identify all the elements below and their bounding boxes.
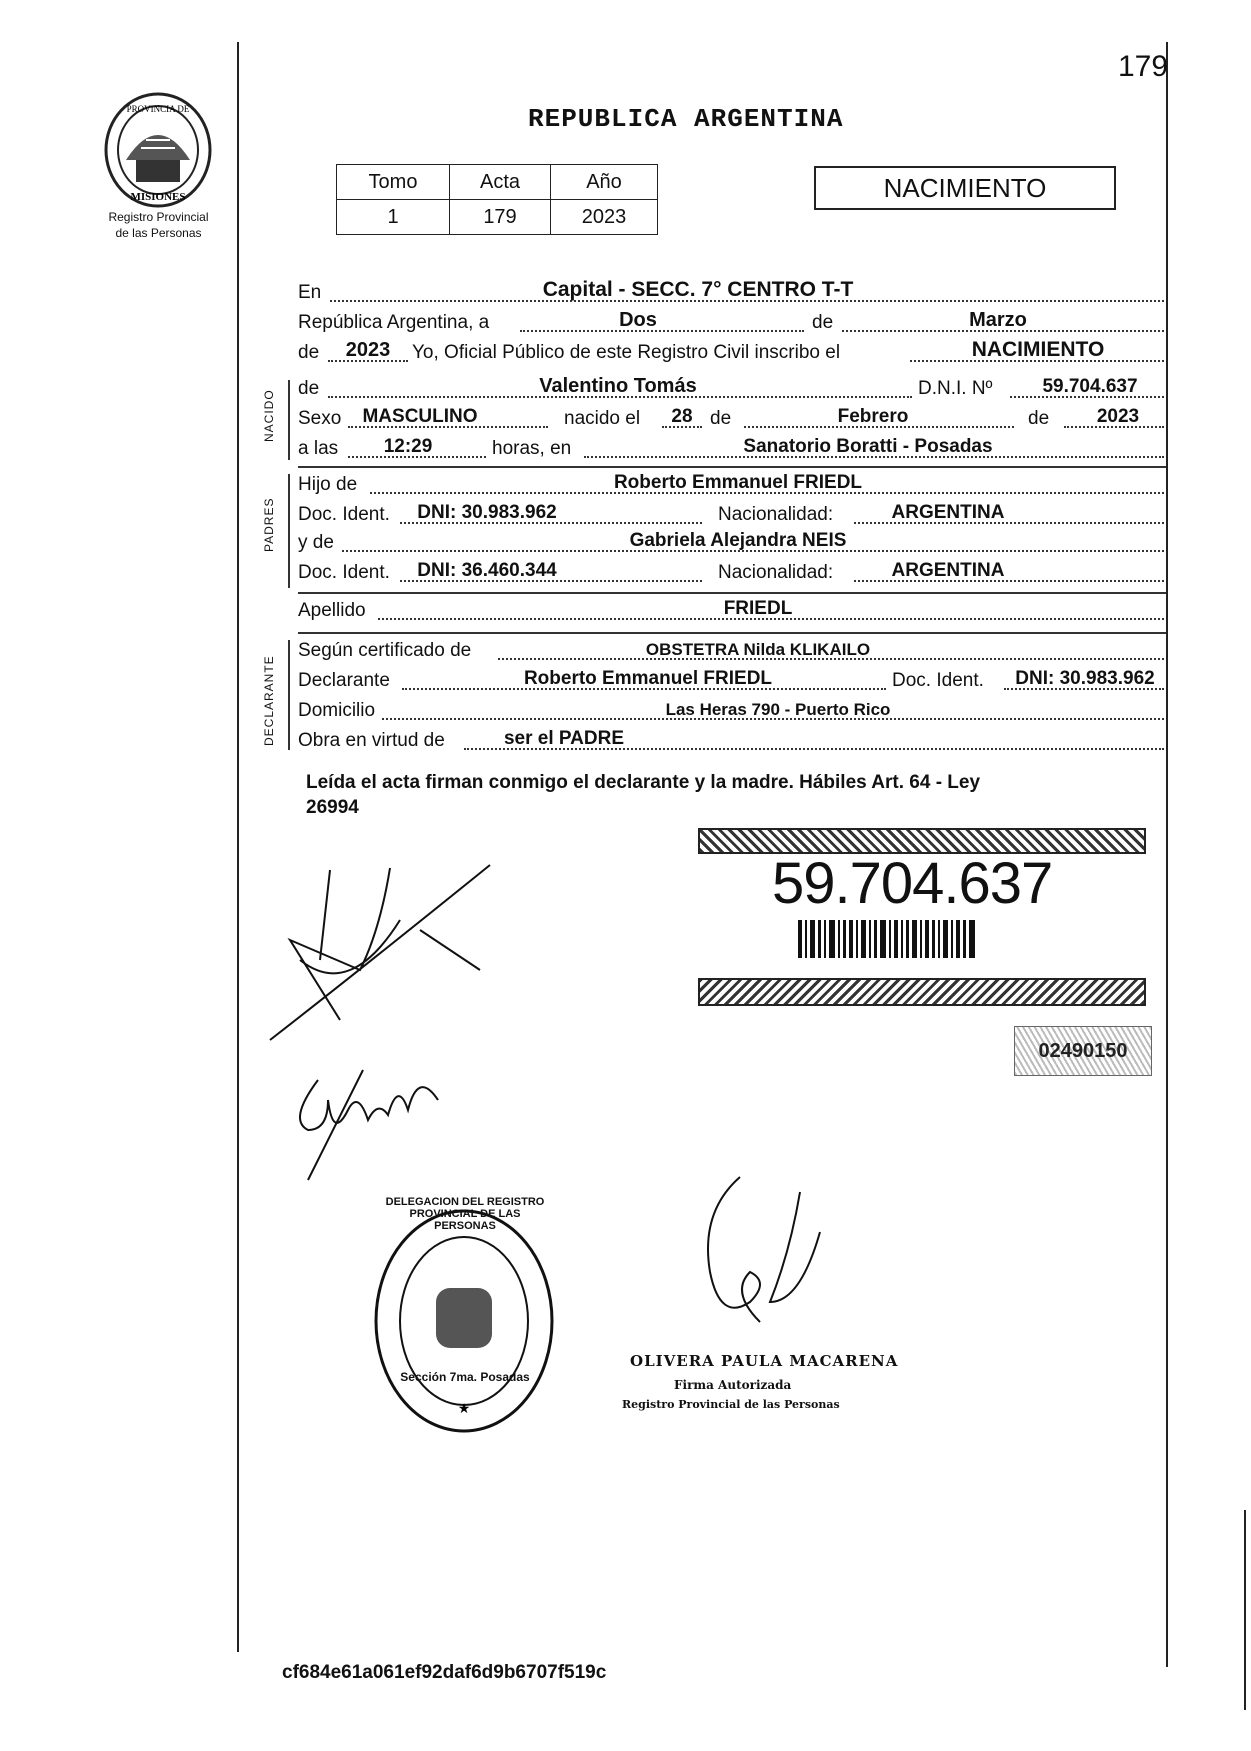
declarante-brace: [288, 640, 290, 750]
registry-header-tomo: Tomo: [337, 165, 450, 200]
official-org: Registro Provincial de las Personas: [622, 1398, 840, 1411]
row-father-doc: [298, 500, 1164, 530]
scan-edge-line: [1244, 1510, 1246, 1710]
province-shield-icon: [96, 90, 221, 210]
value-mother-nat: ARGENTINA: [891, 560, 1005, 581]
value-sexo: MASCULINO: [362, 406, 478, 427]
label-horas: horas, en: [492, 438, 572, 459]
label-obra: Obra en virtud de: [298, 730, 445, 751]
row-name: [298, 374, 1164, 404]
official-seal: [372, 1208, 556, 1434]
value-hour: 12:29: [383, 436, 433, 457]
row-declarante: [298, 666, 1164, 696]
label-yde: y de: [298, 532, 334, 553]
separator-padres: [298, 592, 1166, 594]
dni-sticker: [698, 828, 1142, 1014]
side-label-padres: PADRES: [262, 497, 276, 552]
label-en: En: [298, 282, 322, 303]
row-mother-doc: [298, 558, 1164, 588]
value-inscribo: NACIMIENTO: [971, 338, 1105, 361]
label-alas: a las: [298, 438, 339, 459]
page-number: 179: [1118, 50, 1169, 83]
label-doc: Doc. Ident.: [298, 504, 390, 525]
value-en: Capital - SECC. 7° CENTRO T-T: [542, 278, 854, 301]
label-de3: de: [298, 378, 320, 399]
mother-signature: [288, 1060, 468, 1190]
sticker-pattern-bottom: [698, 978, 1146, 1006]
side-label-nacido: NACIDO: [262, 389, 276, 442]
side-label-declarante: DECLARANTE: [262, 655, 276, 746]
label-dni: D.N.I. Nº: [918, 378, 993, 399]
value-declarante-doc: DNI: 30.983.962: [1015, 668, 1155, 689]
value-year: 2023: [345, 339, 391, 361]
value-mother: Gabriela Alejandra NEIS: [629, 530, 847, 551]
label-nac2: Nacionalidad:: [718, 562, 834, 583]
value-birth-day: 28: [671, 406, 693, 427]
barcode: [798, 920, 975, 958]
label-domicilio: Domicilio: [298, 700, 376, 721]
row-segun: [298, 636, 1164, 666]
province-logo: [96, 90, 221, 210]
svg-text:PROVINCIA DE: PROVINCIA DE: [126, 104, 190, 114]
seal-ring-text: DELEGACION DEL REGISTRO PROVINCIAL DE LAS PERSONAS: [385, 1196, 545, 1232]
row-republica: [298, 308, 1164, 338]
svg-text:★: ★: [457, 1400, 471, 1416]
official-name: OLIVERA PAULA MACARENA: [630, 1352, 899, 1370]
registry-value-acta: 179: [450, 200, 551, 235]
registry-value-tomo: 1: [337, 200, 450, 235]
logo-caption-line2: de las Personas: [115, 226, 202, 240]
label-de5: de: [1028, 408, 1050, 429]
label-nac: Nacionalidad:: [718, 504, 834, 525]
row-apellido: [298, 596, 1164, 626]
value-name: Valentino Tomás: [539, 375, 697, 397]
document-hash: cf684e61a061ef92daf6d9b6707f519c: [282, 1662, 607, 1683]
country-title: REPUBLICA ARGENTINA: [528, 104, 844, 134]
svg-text:MISIONES: MISIONES: [130, 191, 186, 203]
separator-apellido: [298, 632, 1166, 634]
value-birth-year: 2023: [1096, 406, 1140, 427]
seal-inner-text: Sección 7ma. Posadas: [400, 1370, 530, 1384]
label-doc3: Doc. Ident.: [892, 670, 984, 691]
value-place: Sanatorio Boratti - Posadas: [743, 436, 993, 457]
value-mother-doc: DNI: 36.460.344: [417, 560, 557, 581]
value-domicilio: Las Heras 790 - Puerto Rico: [665, 700, 891, 719]
value-birth-month: Febrero: [837, 406, 909, 427]
value-obra: ser el PADRE: [503, 728, 625, 749]
separator-nacido: [298, 466, 1166, 468]
label-nacido: nacido el: [564, 408, 641, 429]
padres-brace: [288, 474, 290, 588]
label-oficial: Yo, Oficial Público de este Registro Civil inscribo el: [412, 342, 841, 363]
label-de: de: [812, 312, 834, 333]
row-oficial: [298, 338, 1164, 368]
registry-value-row: [337, 200, 658, 235]
sticker-serial: 02490150: [1014, 1026, 1152, 1076]
label-republica: República Argentina, a: [298, 312, 490, 333]
label-segun: Según certificado de: [298, 640, 472, 661]
value-day: Dos: [619, 309, 657, 331]
act-type-box: NACIMIENTO: [814, 166, 1116, 210]
note-line1: Leída el acta firman conmigo el declarante y la madre. Hábiles Art. 64 - Ley: [306, 772, 981, 793]
row-father: [298, 470, 1164, 500]
value-declarante: Roberto Emmanuel FRIEDL: [523, 668, 773, 689]
declarant-signature: [260, 850, 500, 1050]
label-apellido: Apellido: [298, 600, 366, 621]
right-margin-line: [1166, 42, 1168, 1667]
label-sexo: Sexo: [298, 408, 342, 429]
value-apellido: FRIEDL: [723, 598, 793, 619]
row-obra: [298, 726, 1164, 756]
nacido-brace: [288, 380, 290, 460]
label-doc2: Doc. Ident.: [298, 562, 390, 583]
row-domicilio: [298, 696, 1164, 726]
official-signature: [680, 1172, 840, 1342]
official-role: Firma Autorizada: [674, 1378, 792, 1392]
value-segun: OBSTETRA Nilda KLIKAILO: [645, 640, 871, 659]
registry-header-row: [337, 165, 658, 200]
value-month: Marzo: [969, 309, 1027, 331]
row-sexo: [298, 404, 1164, 434]
label-hijo: Hijo de: [298, 474, 358, 495]
row-hora: [298, 434, 1164, 464]
registry-header-ano: Año: [551, 165, 658, 200]
note-line2: 26994: [306, 797, 359, 818]
registry-header-acta: Acta: [450, 165, 551, 200]
value-father: Roberto Emmanuel FRIEDL: [613, 472, 863, 493]
value-father-nat: ARGENTINA: [891, 502, 1005, 523]
value-father-doc: DNI: 30.983.962: [417, 502, 557, 523]
value-dni: 59.704.637: [1042, 376, 1138, 397]
label-de4: de: [710, 408, 732, 429]
left-margin-line: [237, 42, 239, 1652]
registry-table: [336, 164, 658, 235]
registry-value-ano: 2023: [551, 200, 658, 235]
seal-icon: [372, 1208, 556, 1434]
label-de2: de: [298, 342, 320, 363]
row-en: [298, 278, 1164, 308]
label-declarante: Declarante: [298, 670, 390, 691]
logo-caption-line1: Registro Provincial: [108, 210, 209, 224]
dni-sticker-number: 59.704.637: [772, 851, 1053, 916]
row-mother: [298, 528, 1164, 558]
